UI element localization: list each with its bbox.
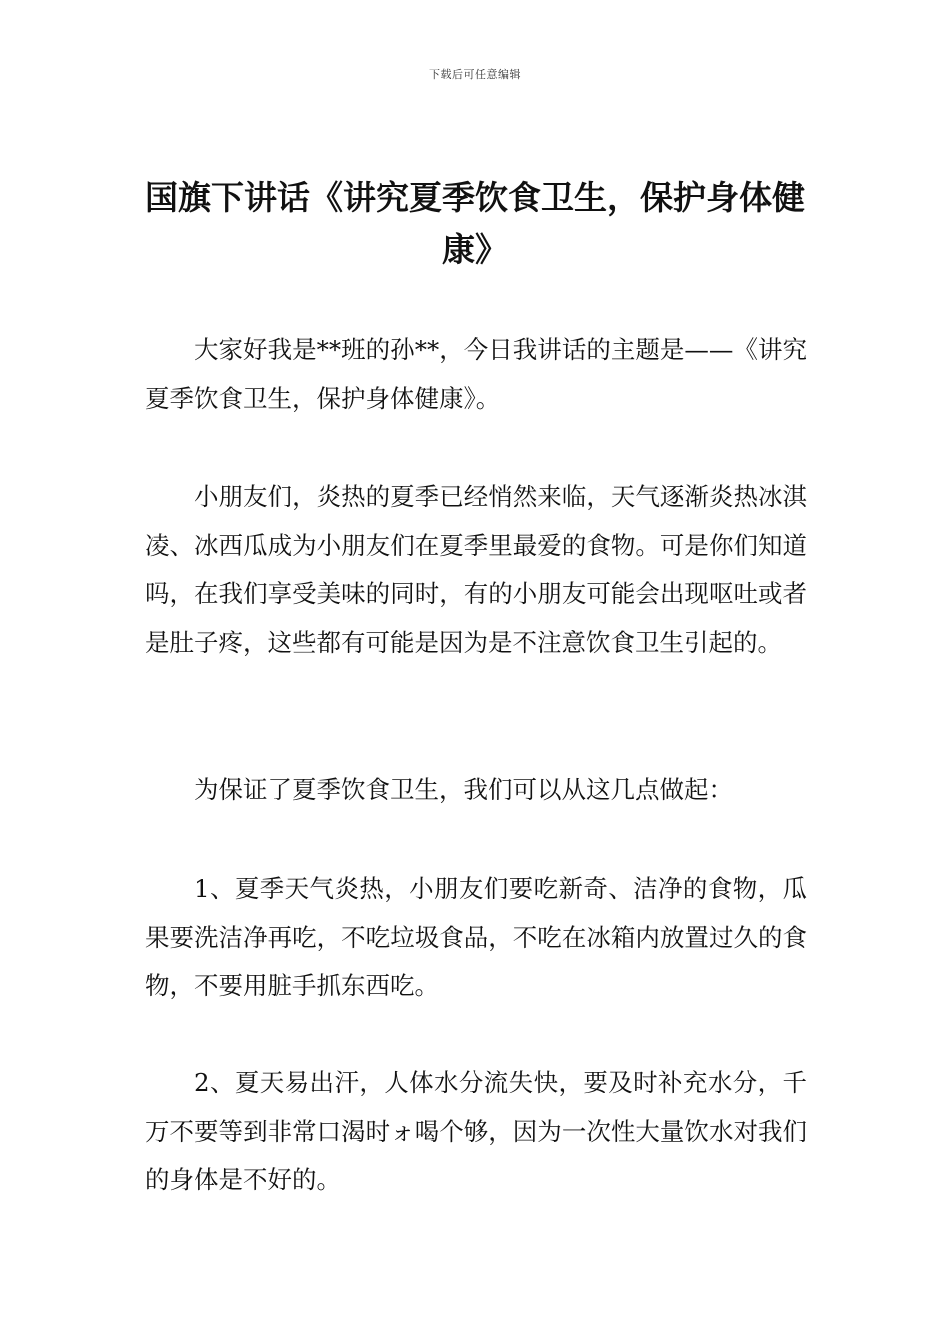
header-note: 下载后可任意编辑 xyxy=(429,68,521,81)
paragraph-point-1: 1、夏季天气炎热，小朋友们要吃新奇、洁净的食物，瓜果要洗洁净再吃，不吃垃圾食品，不吃在冰箱内放置过久的食物，不要用脏手抓东西吃。 xyxy=(145,874,807,1000)
paragraph-how-to: 为保证了夏季饮食卫生，我们可以从这几点做起： xyxy=(194,775,733,804)
paragraph-intro: 大家好我是**班的孙**，今日我讲话的主题是——《讲究夏季饮食卫生，保护身体健康》。 xyxy=(145,335,807,413)
paragraph-point-2: 2、夏天易出汗，人体水分流失快，要及时补充水分，千万不要等到非常口渴时ォ喝个够，因为一次性大量饮水对我们的身体是不好的。 xyxy=(145,1068,807,1194)
document-title: 国旗下讲话《讲究夏季饮食卫生，保护身体健康》 xyxy=(145,178,805,269)
paragraph-summer-food: 小朋友们，炎热的夏季已经悄然来临，天气逐渐炎热冰淇凌、冰西瓜成为小朋友们在夏季里最爱的食物。可是你们知道吗，在我们享受美味的同时，有的小朋友可能会出现呕吐或者是肚子疼，这些都有可能是因为是不注意饮食卫生引起的。 xyxy=(145,482,807,657)
